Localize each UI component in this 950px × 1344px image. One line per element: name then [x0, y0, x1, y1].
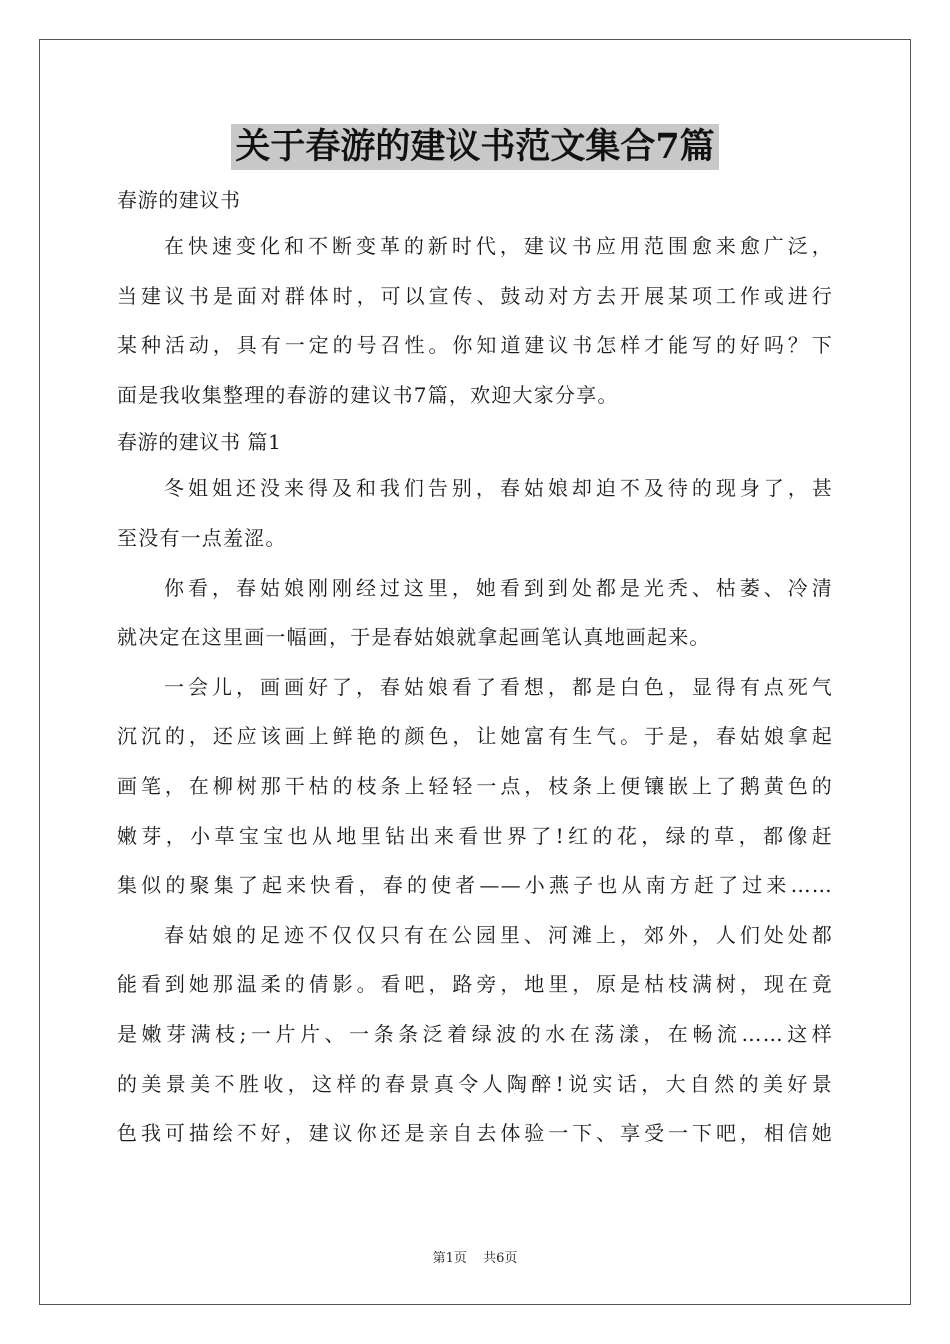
paragraph-2: [117, 564, 833, 663]
document-body: [117, 178, 833, 1159]
text-line: 当建议书是面对群体时，可以宣传、鼓动对方去开展某项工作或进行: [117, 283, 833, 308]
section-heading: 春游的建议书: [117, 188, 241, 212]
text-line: 色我可描绘不好，建议你还是亲自去体验一下、享受一下吧，相信她: [117, 1121, 833, 1146]
text-line: 能看到她那温柔的倩影。看吧，路旁，地里，原是枯枝满树，现在竟: [117, 972, 833, 997]
paragraph-1: [117, 464, 833, 563]
text-line: 集似的聚集了起来快看，春的使者——小燕子也从南方赶了过来……: [117, 873, 833, 898]
document-title: 关于春游的建议书范文集合7篇: [231, 124, 718, 170]
text-line: 就决定在这里画一幅画，于是春姑娘就拿起画笔认真地画起来。: [117, 625, 711, 650]
text-line: 你看，春姑娘刚刚经过这里，她看到到处都是光秃、枯萎、冷清: [164, 575, 833, 600]
paragraph-4: [117, 911, 833, 1159]
text-line: 是嫩芽满枝;一片片、一条条泛着绿波的水在荡漾，在畅流……这样: [117, 1021, 833, 1046]
page-total: 共6页: [483, 1251, 518, 1266]
title-container: [0, 124, 950, 170]
text-line: 春姑娘的足迹不仅仅只有在公园里、河滩上，郊外，人们处处都: [164, 922, 833, 947]
text-line: 某种活动，具有一定的号召性。你知道建议书怎样才能写的好吗？下: [117, 333, 833, 358]
text-line: 嫩芽，小草宝宝也从地里钻出来看世界了!红的花，绿的草，都像赶: [117, 823, 833, 848]
article-heading: 春游的建议书 篇1: [117, 430, 282, 455]
paragraph-3: [117, 663, 833, 911]
text-line: 至没有一点羞涩。: [117, 525, 287, 550]
text-line: 的美景美不胜收，这样的春景真令人陶醉!说实话，大自然的美好景: [117, 1071, 833, 1096]
text-line: 一会儿，画画好了，春姑娘看了看想，都是白色，显得有点死气: [164, 674, 833, 699]
intro-paragraph: [117, 222, 833, 420]
text-line: 沉沉的，还应该画上鲜艳的颜色，让她富有生气。于是，春姑娘拿起: [117, 724, 833, 749]
page-number: 第1页: [432, 1251, 467, 1266]
page-footer: [0, 1247, 950, 1266]
text-line: 在快速变化和不断变革的新时代，建议书应用范围愈来愈广泛，: [164, 234, 833, 258]
text-line: 冬姐姐还没来得及和我们告别，春姑娘却迫不及待的现身了，甚: [164, 476, 833, 501]
text-line: 画笔，在柳树那干枯的枝条上轻轻一点，枝条上便镶嵌上了鹅黄色的: [117, 773, 833, 798]
text-line: 面是我收集整理的春游的建议书7篇，欢迎大家分享。: [117, 382, 619, 407]
